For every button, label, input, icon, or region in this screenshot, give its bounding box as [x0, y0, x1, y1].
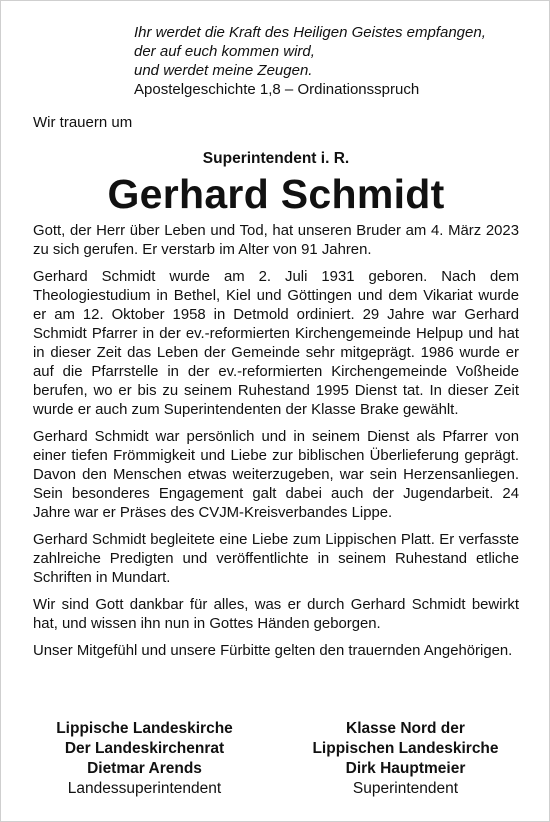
verse-line-2: der auf euch kommen wird, — [134, 43, 315, 60]
verse-line-3: und werdet meine Zeugen. — [134, 62, 313, 79]
paragraph-condolence: Unser Mitgefühl und unsere Fürbitte gelten den trauernden Angehörigen. — [33, 643, 513, 659]
signature-left-org-2: Der Landeskirchenrat — [64, 740, 225, 757]
paragraph-dialect: Gerhard Schmidt begleitete eine Liebe zum Lippischen Platt. Er verfasste zahlreiche Predigten und veröffentlichte in seinem Ruhestand etliche Schriften in Mundart. — [33, 532, 519, 586]
verse-line-1: Ihr werdet die Kraft des Heiligen Geistes empfangen, — [134, 24, 486, 41]
intro-text: Wir trauern um — [33, 114, 133, 131]
verse-reference: Apostelgeschichte 1,8 – Ordinationsspruch — [134, 81, 420, 98]
paragraph-gratitude: Wir sind Gott dankbar für alles, was er durch Gerhard Schmidt bewirkt hat, und wissen ihn nun in Gottes Händen geborgen. — [33, 597, 519, 632]
signature-right-org-1: Klasse Nord der — [346, 720, 465, 737]
signature-left-person: Dietmar Arends — [87, 760, 202, 777]
paragraph-career: Gerhard Schmidt wurde am 2. Juli 1931 geboren. Nach dem Theologiestudium in Bethel, Kiel und Göttingen und dem Vikariat wurde er am 12. Oktober 1958 in Detmold ordiniert. 29 Jahre war Gerhard Schmidt Pfarrer in der ev.-reformierten Kirchengemeinde Helpup und hat in dieser Zeit das Leben der Gemeinde sehr mitgeprägt. 1986 wurde er auf die Pfarrstelle in der ev.-reformierten Kirchengemeinde Voßheide berufen, wo er bis zu seinem Ruhestand 1995 Dienst tat. In dieser Zeit wurde er auch zum Superintendenten der Klasse Brake gewählt. — [33, 269, 519, 418]
signature-right — [288, 719, 523, 799]
deceased-title: Superintendent i. R. — [202, 150, 350, 167]
deceased-name: Gerhard Schmidt — [107, 171, 445, 217]
signature-left-org-1: Lippische Landeskirche — [56, 720, 233, 737]
paragraph-faith: Gerhard Schmidt war persönlich und in seinem Dienst als Pfarrer von einer tiefen Frömmigkeit und Liebe zur biblischen Überlieferung geprägt. Davon den Menschen etwas weiterzugeben, war sein Herzensanliegen. Sein besonderes Engagement galt dabei auch der Jugendarbeit. 24 Jahre war er Präses des CVJM-Kreisverbandes Lippe. — [33, 429, 519, 521]
signature-left-role: Landessuperintendent — [67, 780, 222, 797]
signature-right-org-2: Lippischen Landeskirche — [312, 740, 499, 757]
signature-block — [27, 719, 523, 799]
paragraph-death: Gott, der Herr über Leben und Tod, hat unseren Bruder am 4. März 2023 zu sich gerufen. Er verstarb im Alter von 91 Jahren. — [33, 223, 519, 258]
obituary-body — [33, 222, 519, 661]
signature-left — [27, 719, 262, 799]
signature-right-role: Superintendent — [352, 780, 459, 797]
bible-verse — [134, 23, 519, 99]
signature-right-person: Dirk Hauptmeier — [345, 760, 466, 777]
